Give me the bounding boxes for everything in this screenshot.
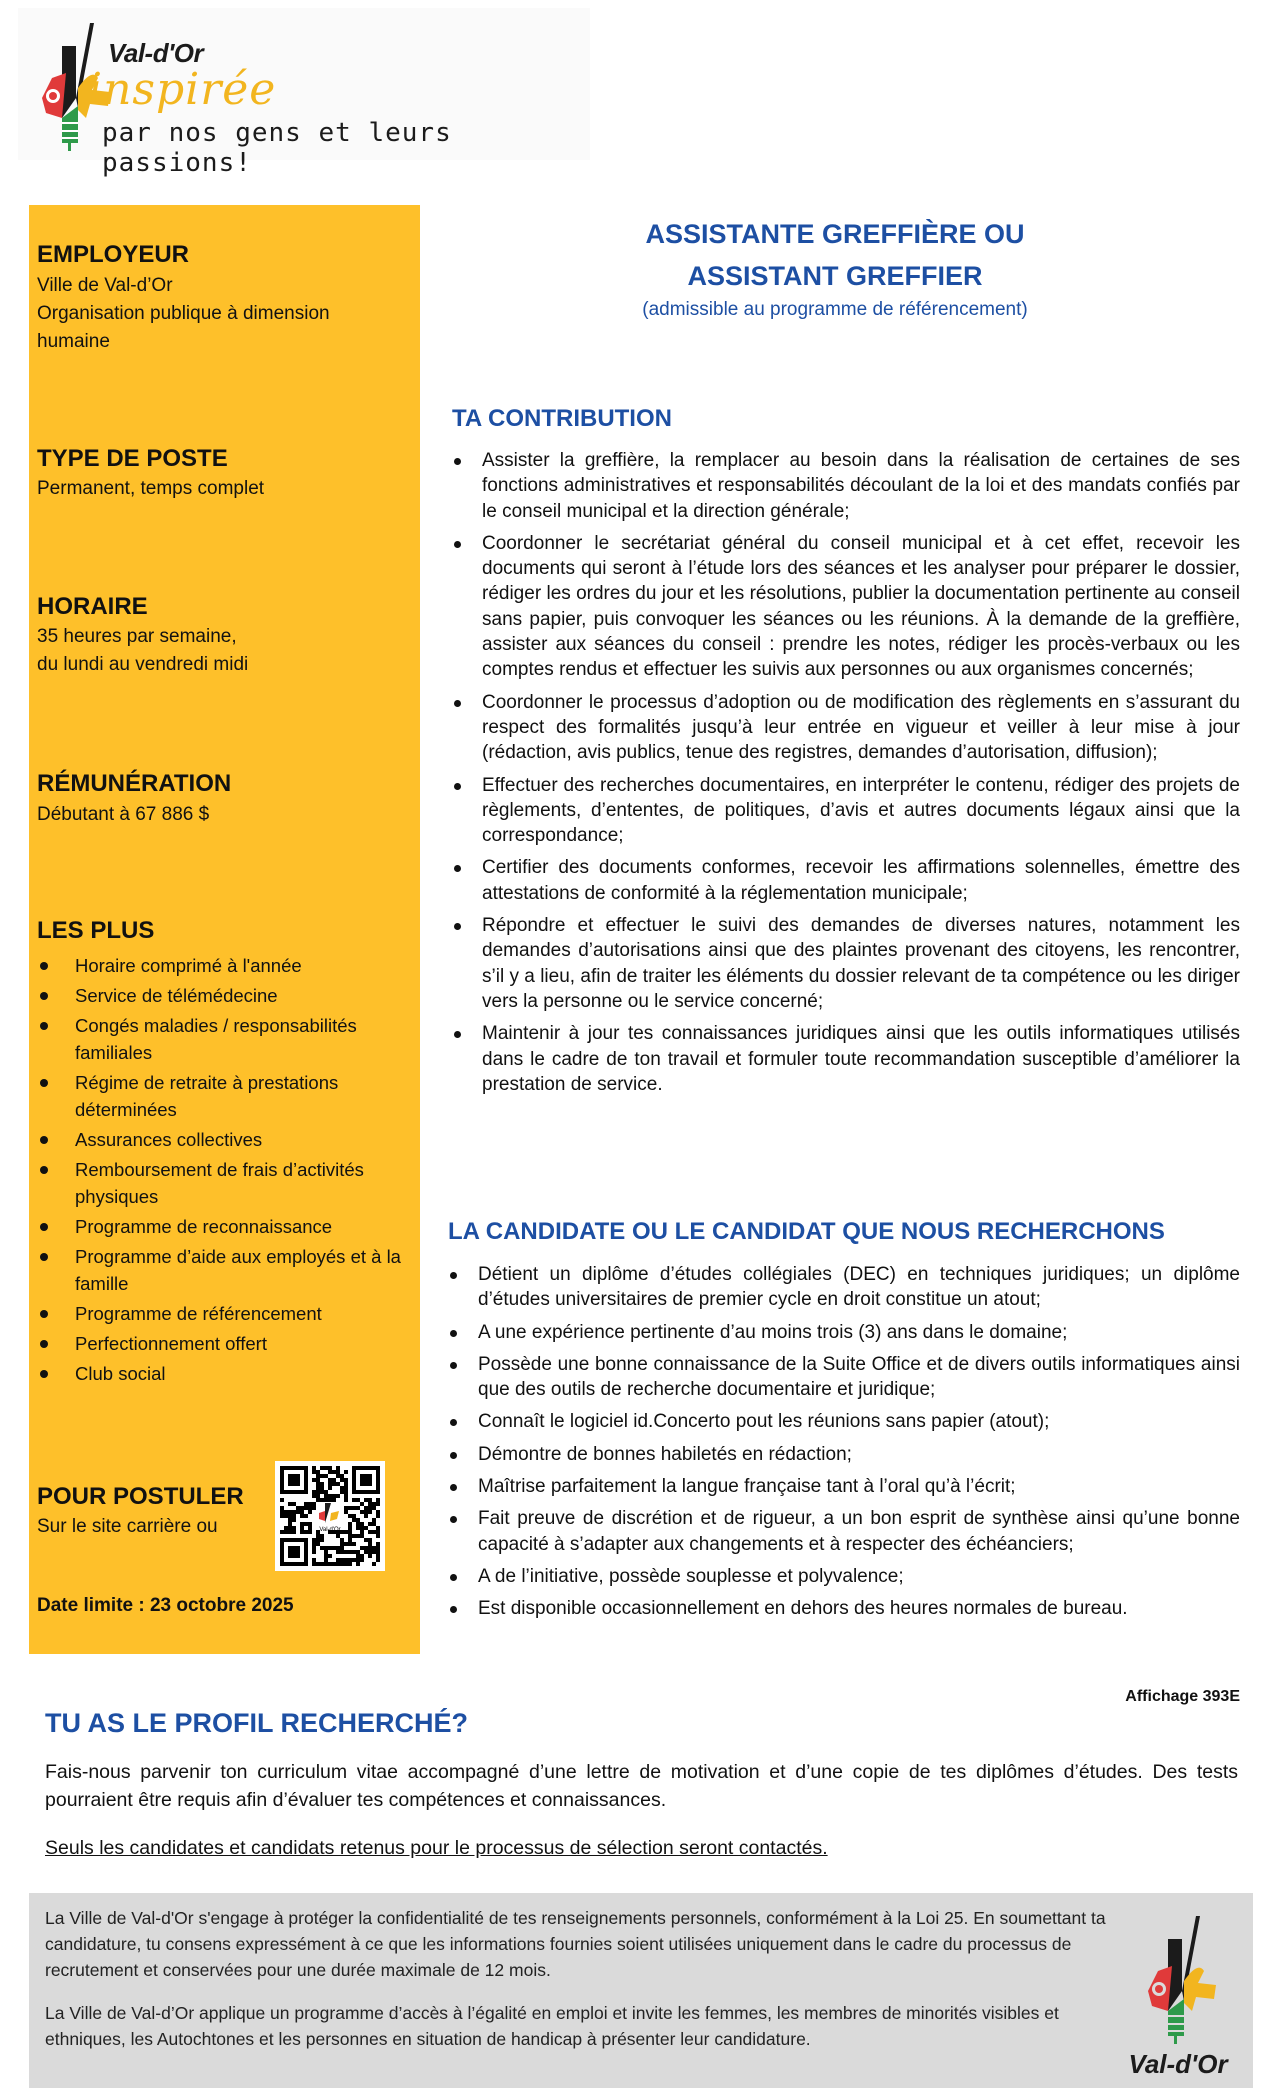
perk-item-text: Congés maladies / responsabilités familiales — [75, 1015, 357, 1063]
contribution-heading: TA CONTRIBUTION — [452, 405, 672, 432]
perk-item — [37, 1213, 407, 1240]
requirement-item-text: Démontre de bonnes habiletés en rédaction; — [478, 1443, 852, 1465]
bullet-icon — [454, 1031, 461, 1038]
bullet-icon — [454, 458, 461, 465]
bullet-icon — [40, 962, 48, 970]
perks-heading: LES PLUS — [37, 917, 155, 944]
perk-item-text: Service de télémédecine — [75, 985, 278, 1006]
candidate-requirements-list — [446, 1262, 1240, 1629]
contribution-item — [450, 855, 1240, 906]
perk-item — [37, 952, 407, 979]
contribution-item — [450, 448, 1240, 524]
schedule-heading: HORAIRE — [37, 593, 148, 620]
bullet-icon — [40, 992, 48, 1000]
profile-heading: TU AS LE PROFIL RECHERCHÉ? — [45, 1708, 469, 1738]
bullet-icon — [450, 1574, 457, 1581]
bullet-icon — [450, 1330, 457, 1337]
perk-item — [37, 1330, 407, 1357]
tagline-script: inspirée — [88, 64, 277, 115]
profile-instructions: Fais-nous parvenir ton curriculum vitae accompagné d’une lettre de motivation et d’une copie de tes diplômes d’études. Des tests pourraient être requis afin d’évaluer tes compétences et connaissances. — [45, 1761, 1238, 1811]
schedule-line-1: 35 heures par semaine, — [37, 626, 237, 647]
perk-item-text: Programme d’aide aux employés et à la famille — [75, 1246, 401, 1294]
pay-heading: RÉMUNÉRATION — [37, 770, 232, 797]
bullet-icon — [40, 1022, 48, 1030]
deadline: Date limite : 23 octobre 2025 — [37, 1595, 294, 1616]
val-dor-logo-icon — [1123, 1911, 1233, 2046]
perk-item-text: Régime de retraite à prestations déterminées — [75, 1072, 339, 1120]
requirement-item — [446, 1506, 1240, 1557]
contribution-item-text: Coordonner le secrétariat général du conseil municipal et à cet effet, recevoir les documents qui seront à l’étude lors des séances et les analyser pour préparer le dossier, rédiger les ordres du jour et les résolutions, publier la documentation pertinente au conseil sans papier, puis convoquer les séances ou les réunions. À la demande de la greffière, assister aux séances du conseil : prendre les notes, rédiger les procès-verbaux ou les comptes rendus et effectuer les suivis aux personnes ou aux organismes concernés; — [482, 532, 1240, 681]
apply-text: Sur le site carrière ou — [37, 1516, 218, 1537]
contribution-item-text: Assister la greffière, la remplacer au besoin dans la réalisation de certaines de ses fonctions administratives et responsabilités découlant de la loi et des mandats confiés par le conseil municipal et la direction générale; — [482, 450, 1240, 522]
bullet-icon — [450, 1452, 457, 1459]
requirement-item — [446, 1596, 1240, 1621]
bullet-icon — [450, 1606, 457, 1613]
requirement-item — [446, 1262, 1240, 1313]
perk-item — [37, 1069, 407, 1123]
requirement-item-text: Connaît le logiciel id.Concerto pout les réunions sans papier (atout); — [478, 1411, 1050, 1433]
perk-item-text: Remboursement de frais d’activités physiques — [75, 1159, 364, 1207]
schedule-line-2: du lundi au vendredi midi — [37, 654, 249, 675]
contribution-list — [450, 448, 1240, 1104]
bullet-icon — [40, 1136, 48, 1144]
job-title-line-2: ASSISTANT GREFFIER — [687, 261, 983, 291]
job-title-block — [420, 213, 1250, 323]
qr-label: Val-d'Or — [319, 1527, 341, 1533]
requirement-item — [446, 1442, 1240, 1467]
footer-logo-text: Val-d'Or — [1128, 2049, 1228, 2079]
equality-notice: La Ville de Val-d’Or applique un programme d’accès à l’égalité en emploi et invite les femmes, les membres de minorités visibles et ethniques, les Autochtones et les personnes en situation de handicap à présenter leur candidature. — [45, 2003, 1059, 2049]
bullet-icon — [40, 1079, 48, 1087]
bullet-icon — [454, 783, 461, 790]
requirement-item — [446, 1320, 1240, 1345]
bullet-icon — [450, 1272, 457, 1279]
requirement-item — [446, 1352, 1240, 1403]
post-type-heading: TYPE DE POSTE — [37, 445, 228, 472]
perk-item-text: Assurances collectives — [75, 1129, 263, 1150]
contribution-item-text: Certifier des documents conformes, recevoir les affirmations solennelles, émettre des attestations de conformité à la réglementation municipale; — [482, 857, 1240, 904]
posting-reference: Affichage 393E — [1125, 1688, 1240, 1705]
bullet-icon — [40, 1340, 48, 1348]
contribution-item-text: Effectuer des recherches documentaires, en interpréter le contenu, rédiger des projets de règlements, d’ententes, de politiques, d’avis et autres documents légaux ainsi que la correspondance; — [482, 774, 1240, 847]
tagline: par nos gens et leurs passions! — [102, 118, 452, 178]
requirement-item-text: Maîtrise parfaitement la langue française tant à l’oral qu’à l’écrit; — [478, 1476, 1016, 1498]
contribution-item — [450, 1021, 1240, 1097]
requirement-item — [446, 1409, 1240, 1434]
contribution-item — [450, 531, 1240, 683]
bullet-icon — [454, 541, 461, 548]
contribution-item-text: Coordonner le processus d’adoption ou de modification des règlements en s’assurant du respect des formalités jusqu’à leur entrée en vigueur et veiller à leur mise à jour (rédaction, avis publics, tenue des registres, demandes d’autorisation, diffusion); — [482, 691, 1240, 764]
candidate-heading: LA CANDIDATE OU LE CANDIDAT QUE NOUS RECHERCHONS — [448, 1218, 1165, 1245]
employer-heading: EMPLOYEUR — [37, 241, 190, 268]
contribution-item — [450, 913, 1240, 1014]
bullet-icon — [450, 1516, 457, 1523]
perk-item — [37, 1300, 407, 1327]
apply-heading: POUR POSTULER — [37, 1483, 244, 1510]
perk-item-text: Programme de référencement — [75, 1303, 322, 1324]
privacy-notice: La Ville de Val-d'Or s'engage à protéger la confidentialité de tes renseignements personnels, conformément à la Loi 25. En soumettant ta candidature, tu consens expressément à ce que les informations fournies soient utilisées uniquement dans le cadre du processus de recrutement et conservées pour une durée maximale de 12 mois. — [45, 1908, 1106, 1980]
bullet-icon — [454, 865, 461, 872]
requirement-item-text: A une expérience pertinente d’au moins trois (3) ans dans le domaine; — [478, 1321, 1068, 1343]
job-title-line-1: ASSISTANTE GREFFIÈRE OU — [645, 219, 1025, 249]
bullet-icon — [40, 1223, 48, 1231]
bullet-icon — [40, 1310, 48, 1318]
job-subtitle: (admissible au programme de référencement) — [642, 299, 1028, 320]
requirement-item-text: Fait preuve de discrétion et de rigueur, a un bon esprit de synthèse ainsi qu’une bonne capacité à s’adapter aux changements et à respecter des échéanciers; — [478, 1508, 1240, 1555]
qr-code[interactable] — [275, 1461, 385, 1571]
bullet-icon — [40, 1253, 48, 1261]
qr-code-icon — [275, 1461, 385, 1571]
job-summary-sidebar — [29, 205, 420, 1654]
employer-description: Organisation publique à dimension humaine — [37, 303, 330, 352]
bullet-icon — [450, 1484, 457, 1491]
perk-item-text: Horaire comprimé à l'année — [75, 955, 302, 976]
perks-list — [37, 952, 407, 1390]
employer-name: Ville de Val-d’Or — [37, 275, 173, 296]
requirement-item — [446, 1474, 1240, 1499]
bullet-icon — [454, 923, 461, 930]
contribution-item-text: Maintenir à jour tes connaissances juridiques ainsi que les outils informatiques utilisés dans le cadre de ton travail et formuler toute recommandation susceptible d’améliorer la prestation de service. — [482, 1023, 1240, 1095]
bullet-icon — [450, 1362, 457, 1369]
requirement-item-text: A de l’initiative, possède souplesse et polyvalence; — [478, 1565, 904, 1587]
contribution-item — [450, 773, 1240, 849]
bullet-icon — [454, 700, 461, 707]
post-type-value: Permanent, temps complet — [37, 478, 265, 499]
brand-name: Val-d'Or — [108, 38, 204, 68]
footer-logo — [1123, 1911, 1233, 2081]
requirement-item-text: Détient un diplôme d’études collégiales (DEC) en techniques juridiques; un diplôme d’études universitaires de premier cycle en droit constitue un atout; — [478, 1264, 1240, 1311]
perk-item — [37, 1243, 407, 1297]
perk-item — [37, 1156, 407, 1210]
perk-item — [37, 1126, 407, 1153]
bullet-icon — [450, 1419, 457, 1426]
pay-value: Débutant à 67 886 $ — [37, 804, 210, 825]
contribution-item-text: Répondre et effectuer le suivi des demandes de diverses natures, notamment les demandes d’autorisations ainsi que des plaintes provenant des citoyens, les rencontrer, s’il y a lieu, afin de traiter les éléments du dossier relevant de ta compétence ou les diriger vers la personne ou le service concerné; — [482, 915, 1240, 1012]
perk-item — [37, 1012, 407, 1066]
requirement-item-text: Possède une bonne connaissance de la Suite Office et de divers outils informatiques ainsi que des outils de recherche documentaire et juridique; — [478, 1353, 1240, 1401]
bullet-icon — [40, 1370, 48, 1378]
perk-item — [37, 1360, 407, 1387]
perk-item-text: Club social — [75, 1363, 166, 1384]
contribution-item — [450, 690, 1240, 766]
requirement-item-text: Est disponible occasionnellement en dehors des heures normales de bureau. — [478, 1598, 1128, 1620]
profile-note: Seuls les candidates et candidats retenus pour le processus de sélection seront contactés. — [45, 1837, 828, 1859]
perk-item-text: Perfectionnement offert — [75, 1333, 267, 1354]
logo-banner — [18, 8, 590, 178]
perk-item-text: Programme de reconnaissance — [75, 1216, 333, 1237]
requirement-item — [446, 1564, 1240, 1589]
legal-notice-box — [29, 1893, 1253, 2088]
bullet-icon — [40, 1166, 48, 1174]
perk-item — [37, 982, 407, 1009]
